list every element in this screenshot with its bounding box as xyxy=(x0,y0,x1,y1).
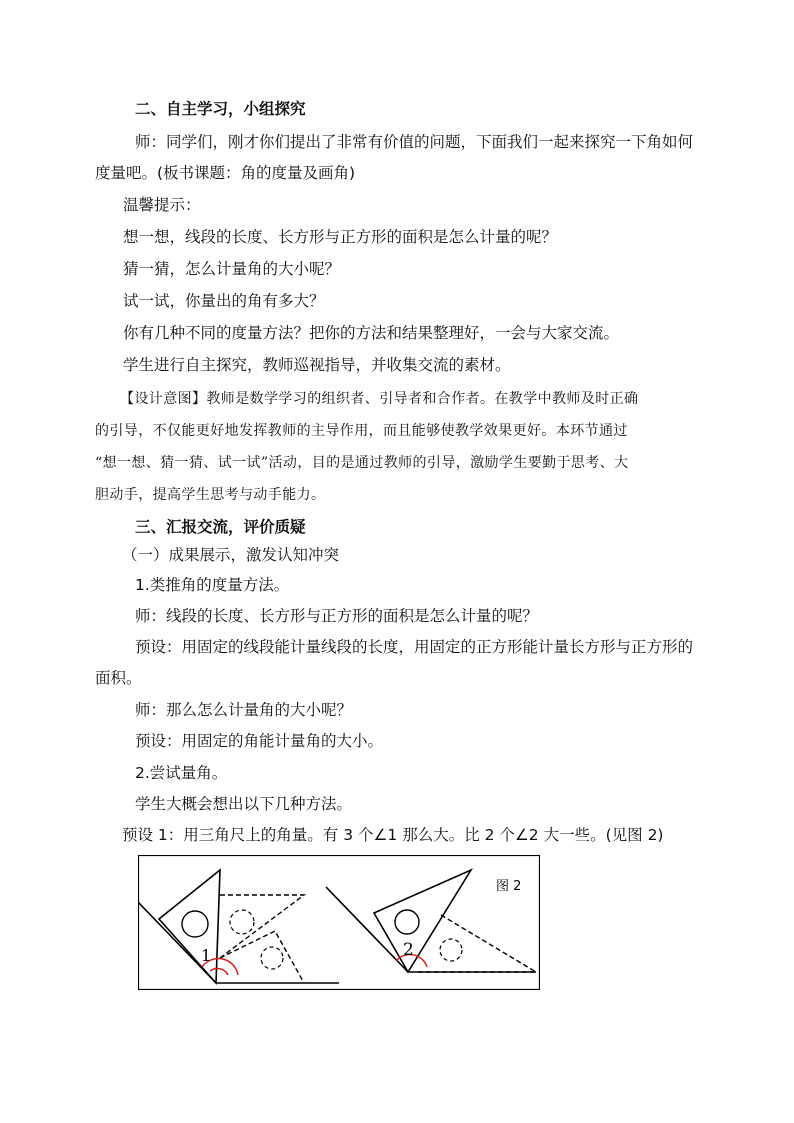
tip-item: 想一想，线段的长度、长方形与正方形的面积是怎么计量的呢？ xyxy=(123,228,558,246)
design-intent-line: 胆动手，提高学生思考与动手能力。 xyxy=(95,487,326,503)
paragraph-line: 学生大概会想出以下几种方法。 xyxy=(135,795,353,813)
triangle-ruler-dashed-bottom xyxy=(220,931,304,983)
tip-item: 学生进行自主探究，教师巡视指导，并收集交流的素材。 xyxy=(123,356,511,374)
paragraph-line: 预设：用固定的角能计量角的大小。 xyxy=(135,732,384,750)
figure-caption: 图 2 xyxy=(496,879,522,894)
right-angle-group xyxy=(326,870,536,972)
tip-item: 猜一猜，怎么计量角的大小呢？ xyxy=(123,260,341,278)
angle-measure-figure xyxy=(138,855,540,990)
figure-frame xyxy=(139,856,540,990)
ruler-hole-dashed xyxy=(261,947,283,969)
paragraph-line: 预设：用固定的线段能计量线段的长度，用固定的正方形能计量长方形与正方形的 xyxy=(135,638,694,656)
paragraph-line: 师：同学们，刚才你们提出了非常有价值的问题，下面我们一起来探究一下角如何 xyxy=(135,133,694,151)
tip-item: 试一试，你量出的角有多大？ xyxy=(123,292,325,310)
list-item: 1.类推角的度量方法。 xyxy=(135,576,290,594)
tip-item: 你有几种不同的度量方法？把你的方法和结果整理好，一会与大家交流。 xyxy=(123,324,620,342)
paragraph-line: 预设 1：用三角尺上的角量。有 3 个∠1 那么大。比 2 个∠2 大一些。(见图 2) xyxy=(122,826,664,844)
angle-label-1: 1 xyxy=(201,946,212,965)
paragraph-line: 师：线段的长度、长方形与正方形的面积是怎么计量的呢？ xyxy=(135,607,539,625)
paragraph-line: 面积。 xyxy=(95,669,142,687)
list-item: 2.尝试量角。 xyxy=(135,764,228,782)
paragraph-line: 师：那么怎么计量角的大小呢？ xyxy=(135,701,353,719)
angle-arm-left xyxy=(326,887,408,972)
angle-arc xyxy=(210,968,228,975)
tip-label: 温馨提示： xyxy=(123,196,201,214)
triangle-ruler-solid xyxy=(374,870,471,972)
ruler-hole xyxy=(395,910,419,934)
ruler-hole-dashed xyxy=(230,910,254,934)
triangle-ruler-dashed xyxy=(416,915,536,972)
design-intent-line: 的引导，不仅能更好地发挥教师的主导作用，而且能够使教学效果更好。本环节通过 xyxy=(95,423,628,439)
paragraph-line: 度量吧。(板书课题：角的度量及画角) xyxy=(95,164,356,182)
ruler-hole-dashed xyxy=(440,939,462,961)
subheading: （一）成果展示，激发认知冲突 xyxy=(122,546,340,564)
section3-heading: 三、汇报交流，评价质疑 xyxy=(135,518,306,536)
angle-label-2: 2 xyxy=(403,940,414,960)
section2-heading: 二、自主学习，小组探究 xyxy=(135,100,306,118)
triangle-ruler-solid xyxy=(159,870,220,983)
ruler-hole xyxy=(182,911,208,937)
design-intent-line: “想一想、猜一猜、试一试”活动，目的是通过教师的引导，激励学生要勤于思考、大 xyxy=(95,455,629,471)
triangle-ruler-dashed-top xyxy=(220,895,304,958)
design-intent-line: 【设计意图】教师是数学学习的组织者、引导者和合作者。在教学中教师及时正确 xyxy=(120,391,639,407)
left-angle-group xyxy=(138,870,339,983)
